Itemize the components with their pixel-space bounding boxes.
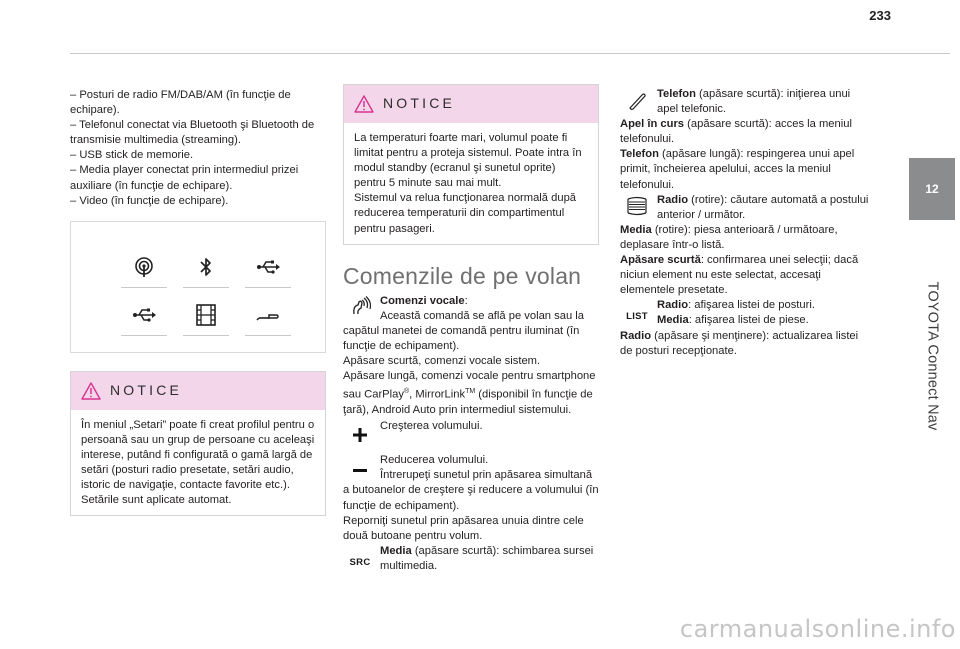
src-icon-label: SRC xyxy=(349,557,371,569)
list-item: – Posturi de radio FM/DAB/AM (în funcţie de echipare). xyxy=(70,89,291,117)
mute-text: Întrerupeţi sunetul prin apăsarea simultană a butoanelor de creştere şi reducere a volumului (în funcţie de echipament). xyxy=(343,469,599,512)
voice-text-3 xyxy=(343,369,599,418)
phone-long-text xyxy=(620,147,872,192)
in-call-text xyxy=(620,117,872,147)
warning-icon xyxy=(81,382,101,400)
minus-icon xyxy=(348,461,372,481)
notice-text: În meniul „Setari” poate fi creat profilul pentru o persoană sau un grup de persoane cu aceleaşi interese, putând fi configurată o gamă largă de setări (posturi radio presetate, setări audio, istoric de navigaţie, contacte favorite etc.). Setările sunt aplicate automat. xyxy=(81,418,315,507)
column-2 xyxy=(343,84,599,574)
video-icon-cell xyxy=(178,304,234,348)
voice-text-3b: , MirrorLink xyxy=(409,389,466,402)
header-rule xyxy=(70,53,950,54)
voice-text-1 xyxy=(343,309,599,354)
list-item: – Video (în funcţie de echipare). xyxy=(70,194,229,207)
unmute-text: Reporniţi sunetul prin apăsarea unuia dintre cele două butoane pentru volum. xyxy=(343,514,584,542)
list-radio-text: : afişarea listei de posturi. xyxy=(688,299,815,312)
phone-long-desc: (apăsare lungă): respingerea unui apel primit, încheierea apelului, acces la meniul telefonului. xyxy=(620,148,855,191)
voice-text-3c: (disponibil în funcţie de ţară), Android Auto prin intermediul sistemului. xyxy=(343,389,593,417)
phone-text: (apăsare scurtă): iniţierea unui apel telefonic. xyxy=(657,88,851,116)
phone-item xyxy=(620,87,872,117)
source-icons-panel xyxy=(70,221,326,353)
notice-title: NOTICE xyxy=(110,382,183,399)
section-title: Comenzile de pe volan xyxy=(343,262,582,289)
notice-title: NOTICE xyxy=(383,95,456,112)
src-text: (apăsare scurtă): schimbarea sursei multimedia. xyxy=(380,544,594,572)
notice-box xyxy=(343,84,599,245)
column-1 xyxy=(70,88,326,516)
volume-down-text: Reducerea volumului. xyxy=(380,454,489,467)
short-press-desc: : confirmarea unei selecţii; dacă niciun element nu este selectat, accesaţi elementele presetate. xyxy=(620,254,859,297)
volume-up-text: Creşterea volumului. xyxy=(380,420,483,433)
aux-icon-cell xyxy=(240,304,296,348)
list-item: – Telefonul conectat via Bluetooth şi Bluetooth de transmisie multimedia (streaming). xyxy=(70,119,315,147)
usb-icon xyxy=(256,256,280,278)
media-rotate-label: Media xyxy=(620,223,652,236)
radio-icon-cell xyxy=(116,256,172,300)
video-icon xyxy=(194,304,218,326)
list-item: – Media player conectat prin intermediul prizei auxiliare (în funcţie de echipare). xyxy=(70,164,299,192)
watermark: carmanualsonline.info xyxy=(679,615,956,643)
chapter-tab xyxy=(909,158,955,220)
short-press-label: Apăsare scurtă xyxy=(620,254,701,267)
src-label: Media xyxy=(380,544,412,557)
usb-icon-cell xyxy=(240,256,296,300)
chapter-title-text: TOYOTA Connect Nav xyxy=(924,281,940,431)
list-icon xyxy=(625,306,649,326)
media-rotate-text xyxy=(620,223,872,253)
trademark-mark: TM xyxy=(465,388,476,396)
voice-text-2: Apăsare scurtă, comenzi vocale sistem. xyxy=(343,355,541,368)
chapter-number: 12 xyxy=(925,182,939,196)
bluetooth-icon-cell xyxy=(178,256,234,300)
short-press-text xyxy=(620,253,872,298)
src-item xyxy=(343,544,599,574)
phone-label: Telefon xyxy=(657,88,696,100)
phone-icon xyxy=(625,91,649,111)
media-rotate-desc: (rotire): piesa anterioară / următoare, deplasare într-o listă. xyxy=(620,223,838,251)
in-call-desc: (apăsare scurtă): acces la meniul telefonului. xyxy=(620,118,852,146)
page-number: 233 xyxy=(869,8,891,23)
list-item: – USB stick de memorie. xyxy=(70,149,194,162)
radio-hold-label: Radio xyxy=(620,329,652,342)
list-icon-label: LIST xyxy=(626,310,648,322)
voice-text-3a: Apăsare lungă, comenzi vocale pentru smartphone sau CarPlay xyxy=(343,370,596,402)
usb-icon-cell xyxy=(116,304,172,348)
volume-up-item xyxy=(343,419,599,449)
radio-hold-desc: (apăsare şi menţinere): actualizarea listei de posturi recepţionate. xyxy=(620,329,859,357)
warning-icon xyxy=(354,95,374,113)
usb-icon xyxy=(132,304,156,326)
column-3 xyxy=(620,87,872,359)
voice-command-description: Această comandă se află pe volan sau la capătul manetei de comandă pentru iluminat (în funcţie de echipament). xyxy=(343,309,584,353)
list-radio-label: Radio xyxy=(657,299,689,312)
bluetooth-icon xyxy=(194,256,218,278)
radio-rotate-label: Radio xyxy=(657,193,689,206)
aux-icon xyxy=(256,304,280,326)
phone-long-label: Telefon xyxy=(620,148,659,161)
plus-icon xyxy=(348,425,372,445)
volume-down-item xyxy=(343,453,599,513)
radio-rotate-text: (rotire): căutare automată a postului anterior / următor. xyxy=(657,193,869,221)
registered-mark: ® xyxy=(403,388,410,396)
radio-hold-text xyxy=(620,329,872,359)
voice-command-colon: : xyxy=(464,294,468,307)
voice-command-icon xyxy=(348,296,372,316)
list-media-text: : afişarea listei de piese. xyxy=(688,314,809,327)
list-button-item xyxy=(620,298,872,328)
radio-icon xyxy=(132,256,156,278)
notice-text: La temperaturi foarte mari, volumul poate fi limitat pentru a proteja sistemul. Poate intra în modul standby (ecranul şi sunetul oprite) pentru 5 minute sau mai mult. Sistemul va relua funcţionarea normală după reducerea temperaturii din compartimentul pentru pasageri. xyxy=(354,132,582,235)
thumbwheel-icon xyxy=(625,196,649,216)
voice-command-item xyxy=(343,294,599,309)
thumbwheel-item xyxy=(620,193,872,223)
voice-command-label: Comenzi vocale xyxy=(380,294,465,307)
src-icon xyxy=(348,553,372,573)
notice-box xyxy=(70,371,326,517)
in-call-label: Apel în curs xyxy=(620,118,685,131)
chapter-title xyxy=(909,226,955,486)
list-media-label: Media xyxy=(657,314,689,327)
